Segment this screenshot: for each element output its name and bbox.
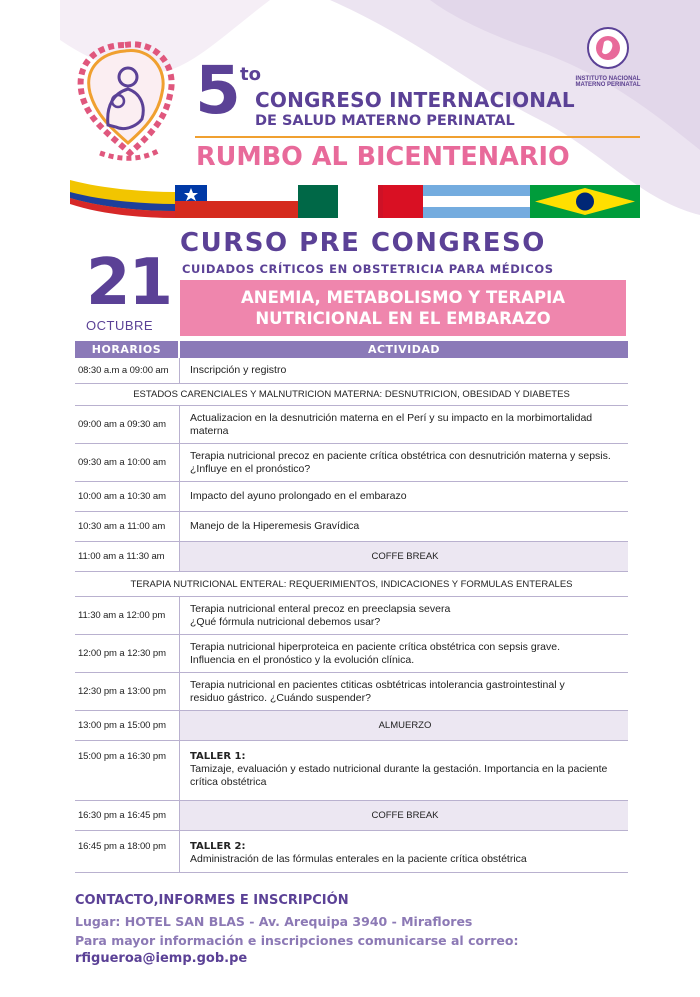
table-row: 12:00 pm a 12:30 pm Terapia nutricional hiperproteica en paciente crítica obstétrica con sepsis grave. Influencia en el pronóstico y la evolución clínica.	[75, 635, 628, 673]
institute-logo-text: INSTITUTO NACIONAL MATERNO PERINATAL	[575, 76, 641, 88]
header-actividad: ACTIVIDAD	[180, 341, 628, 358]
event-month: OCTUBRE	[86, 318, 154, 333]
event-day: 21	[86, 246, 172, 320]
header-horarios: HORARIOS	[75, 341, 178, 358]
break-row: 11:00 am a 11:30 am COFFE BREAK	[75, 542, 628, 572]
flag-argentina-icon	[423, 185, 530, 218]
break-row: 16:30 pm a 16:45 pm COFFE BREAK	[75, 801, 628, 831]
edition-number: 5	[195, 52, 241, 129]
workshop-label: TALLER 2:	[190, 841, 246, 852]
course-subtitle: CUIDADOS CRÍTICOS EN OBSTETRICIA PARA MÉDICOS	[182, 262, 554, 276]
table-row: 09:30 am a 10:00 am Terapia nutricional precoz en paciente crítica obstétrica con desnutrición materna y sepsis. ¿Influye en el pronóstico?	[75, 444, 628, 482]
schedule-table	[75, 341, 628, 873]
institute-seal-icon	[568, 22, 648, 78]
course-topic-banner	[180, 280, 626, 336]
table-row: 10:00 am a 10:30 am Impacto del ayuno prolongado en el embarazo	[75, 482, 628, 512]
section-row: ESTADOS CARENCIALES Y MALNUTRICION MATERNA: DESNUTRICION, OBESIDAD Y DIABETES	[75, 384, 628, 406]
table-row: 10:30 am a 11:00 am Manejo de la Hiperemesis Gravídica	[75, 512, 628, 542]
flag-mexico-icon	[298, 185, 383, 218]
course-title: CURSO PRE CONGRESO	[180, 228, 546, 258]
flag-brazil-icon	[530, 185, 640, 218]
congress-title: CONGRESO INTERNACIONAL	[255, 88, 575, 112]
flag-chile-icon	[175, 185, 298, 218]
table-row: 09:00 am a 09:30 am Actualizacion en la desnutrición materna en el Perí y su impacto en la morbimortalidad materna	[75, 406, 628, 444]
flag-venezuela-icon	[70, 180, 175, 218]
section-row: TERAPIA NUTRICIONAL ENTERAL: REQUERIMIENTOS, INDICACIONES Y FORMULAS ENTERALES	[75, 572, 628, 597]
slogan: RUMBO AL BICENTENARIO	[196, 142, 570, 172]
flags-banner	[70, 180, 640, 218]
contact-info: Para mayor información e inscripciones comunicarse al correo:	[75, 933, 519, 948]
schedule-header	[75, 341, 628, 358]
table-row: 12:30 pm a 13:00 pm Terapia nutricional en pacientes ctiticas osbtétricas intolerancia gastrointestinal y residuo gástrico. ¿Cuándo suspender?	[75, 673, 628, 711]
workshop-row: 16:45 pm a 18:00 pm TALLER 2: Administración de las fórmulas enterales en la paciente crítica obstétrica	[75, 831, 628, 873]
congress-logo	[70, 35, 180, 165]
table-row: 11:30 am a 12:00 pm Terapia nutricional enteral precoz en preeclapsia severa ¿Qué fórmula nutricional debemos usar?	[75, 597, 628, 635]
workshop-row: 15:00 pm a 16:30 pm TALLER 1: Tamizaje, evaluación y estado nutricional durante la gestación. Importancia en la paciente crítica obstétrica	[75, 741, 628, 801]
edition-suffix: to	[240, 64, 261, 85]
workshop-label: TALLER 1:	[190, 751, 246, 762]
course-topic: ANEMIA, METABOLISMO Y TERAPIA NUTRICIONAL EN EL EMBARAZO	[241, 288, 565, 328]
contact-email-link[interactable]: rfigueroa@iemp.gob.pe	[75, 951, 248, 966]
flag-peru-icon	[383, 185, 423, 218]
contact-place: Lugar: HOTEL SAN BLAS - Av. Arequipa 3940 - Miraflores	[75, 914, 473, 929]
contact-title: CONTACTO,INFORMES E INSCRIPCIÓN	[75, 893, 349, 908]
break-row: 13:00 pm a 15:00 pm ALMUERZO	[75, 711, 628, 741]
title-divider	[195, 136, 640, 138]
table-row: 08:30 a.m a 09:00 am Inscripción y registro	[75, 358, 628, 384]
congress-subtitle: DE SALUD MATERNO PERINATAL	[255, 113, 515, 129]
institute-logo	[568, 22, 648, 92]
